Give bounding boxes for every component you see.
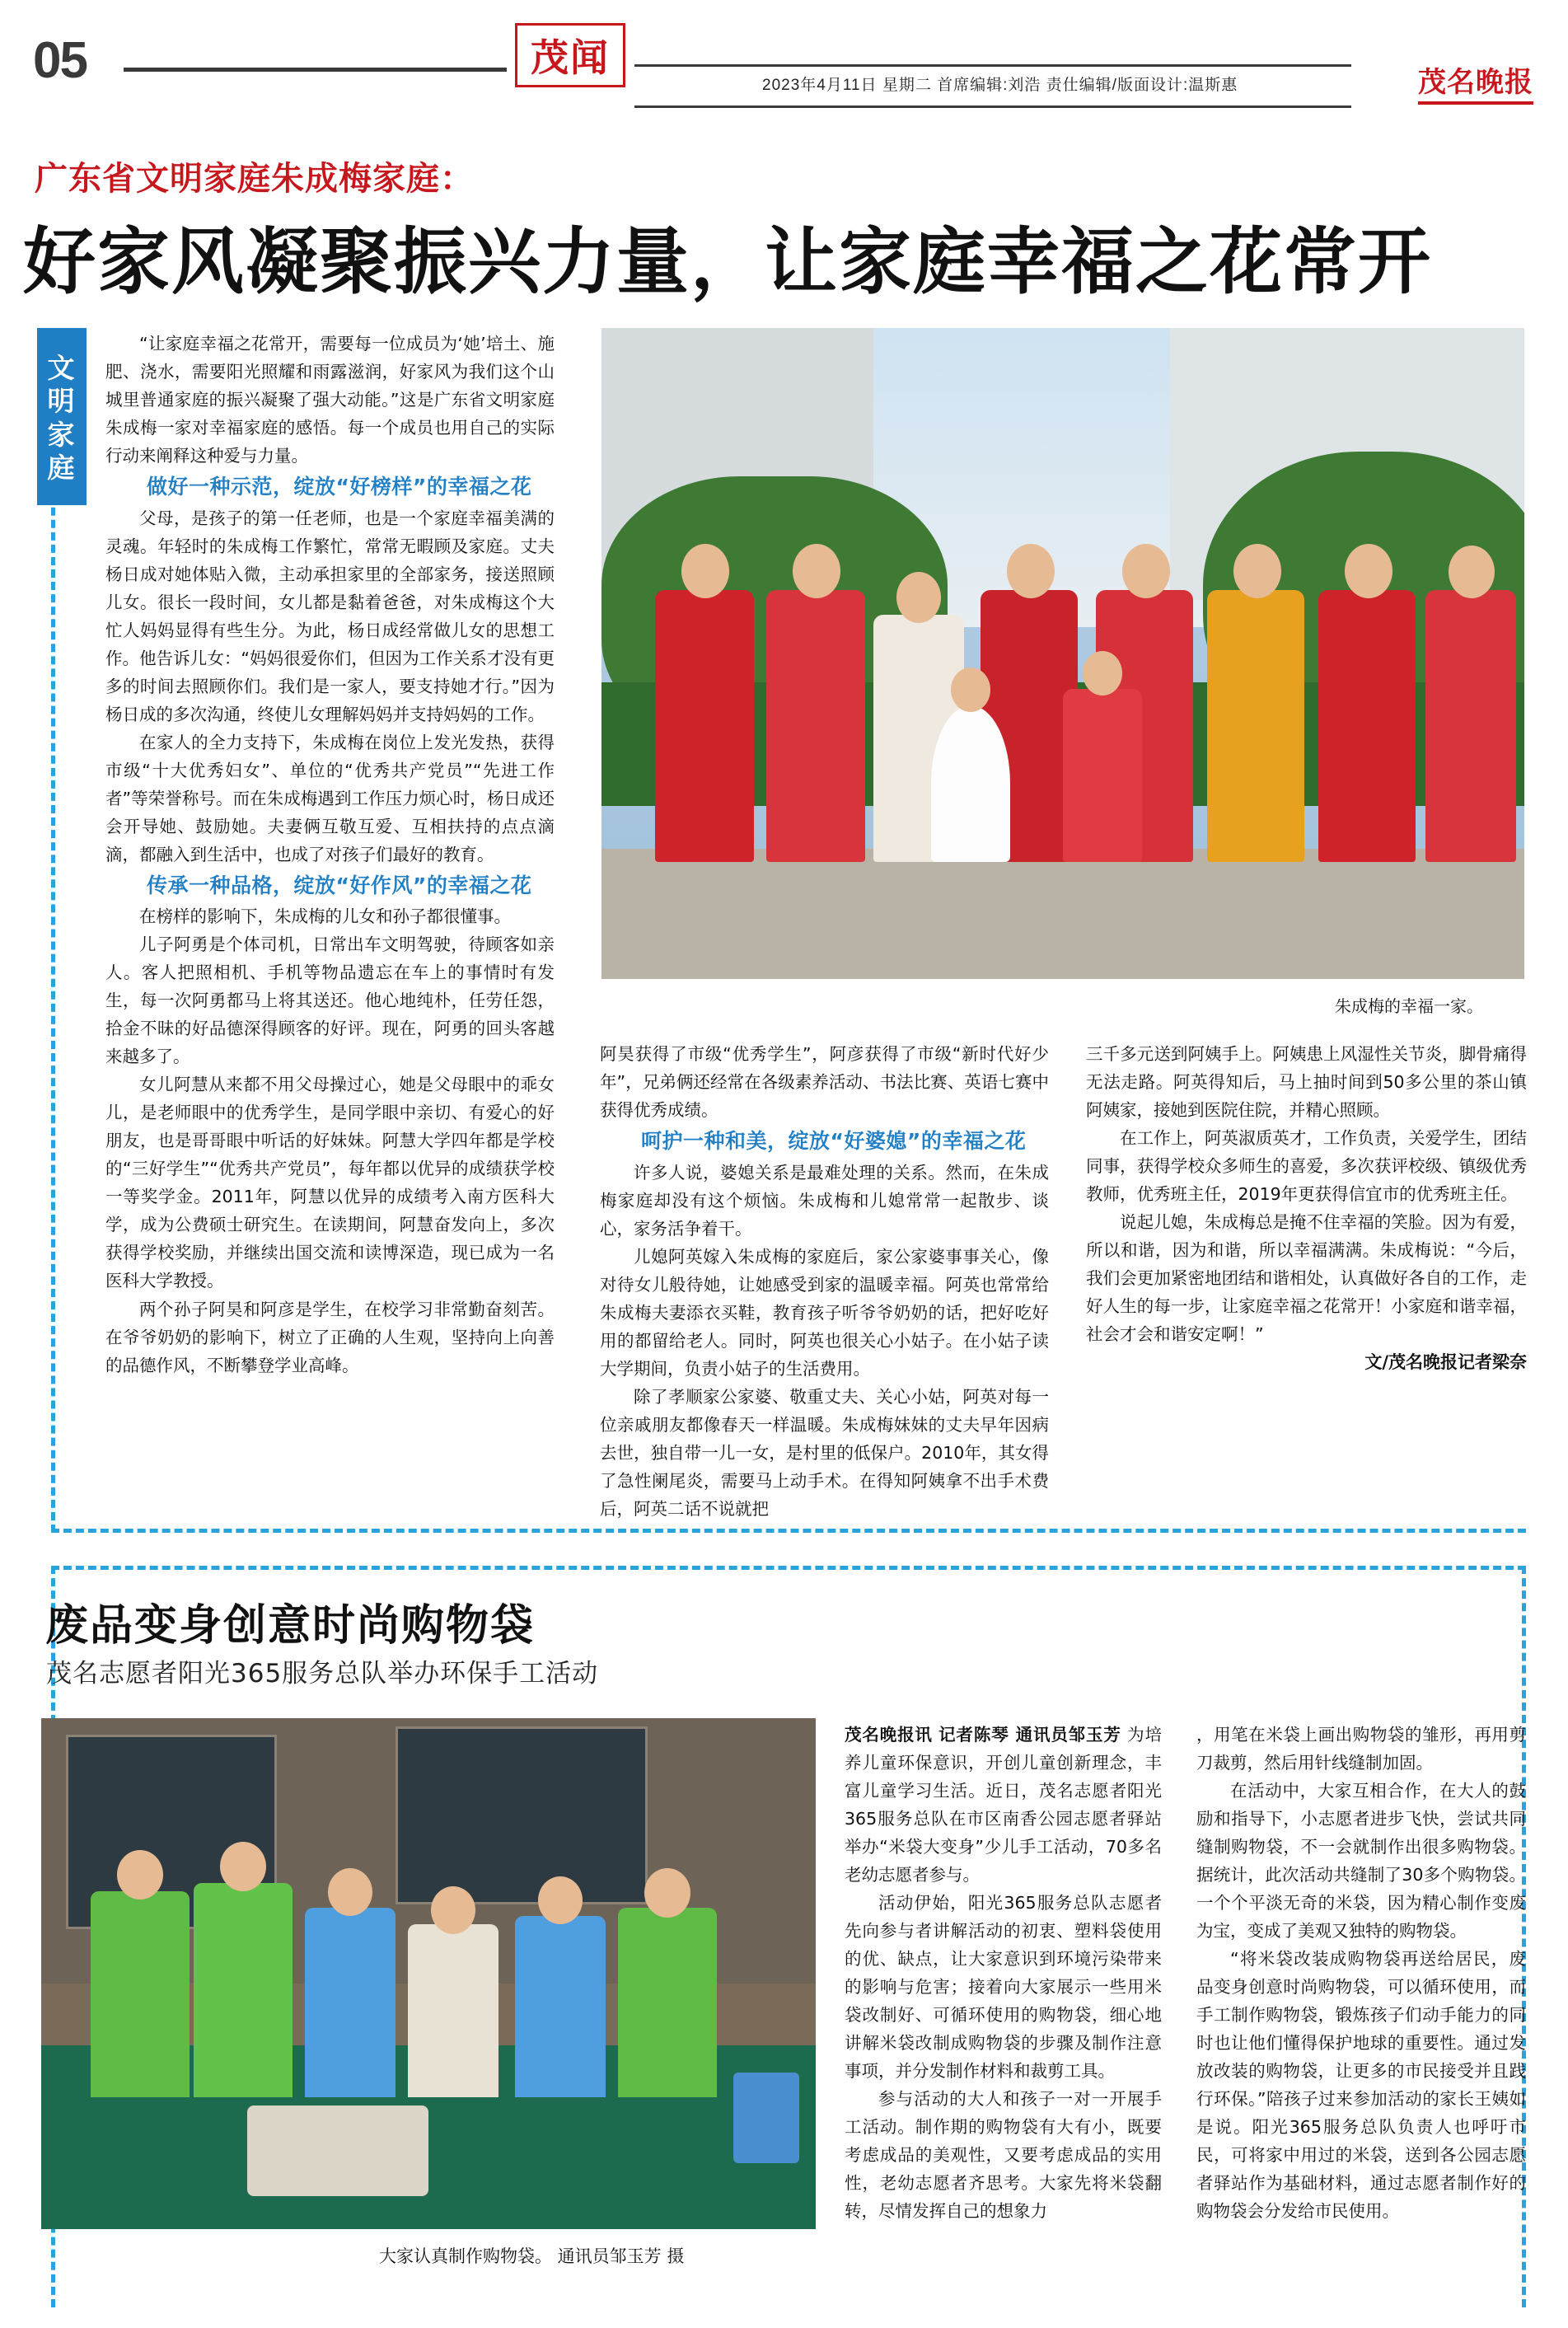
article1-photo-caption: 朱成梅的幸福一家。 — [1335, 996, 1483, 1016]
photo-person-7-head — [1345, 544, 1392, 598]
article1-paragraph-2: 在家人的全力支持下，朱成梅在岗位上发光发热，获得市级“十大优秀妇女”、单位的“优秀共产党员”“先进工作者”等荣誉称号。而在朱成梅遇到工作压力烦心时，杨日成还会开导她、鼓励她。夫妻俩互敬互爱、互相扶持的点点滴滴，都融入到生活中，也成了对孩子们最好的教育。 — [105, 732, 555, 864]
photo2-volunteer-4 — [408, 1924, 498, 2097]
photo-child-2-head — [1083, 651, 1122, 696]
article1-subhead-2: 传承一种品格，绽放“好作风”的幸福之花 — [147, 873, 532, 897]
article2-paragraph-3: 参与活动的大人和孩子一对一开展手工活动。制作期的购物袋有大有小，既要考虑成品的美观性，又要考虑成品的实用性，老幼志愿者齐思考。大家先将米袋翻转，尽情发挥自己的想象力 — [845, 2089, 1162, 2222]
photo2-volunteer-4-head — [431, 1886, 475, 1934]
article2-paragraph-4: 在活动中，大家互相合作，在大人的鼓励和指导下，小志愿者进步飞快，尝试共同缝制购物袋，不一会就制作出很多购物袋。据统计，此次活动共缝制了30多个购物袋。一个个平淡无奇的米袋，因为精心制作变废为宝，变成了美观又独特的购物袋。 — [1196, 1781, 1526, 1942]
photo-person-3-head — [896, 572, 941, 623]
masthead-rule-top — [634, 64, 1351, 67]
article1-paragraph-8: 儿媳阿英嫁入朱成梅的家庭后，家公家婆事事关心，像对待女儿般待她，让她感受到家的温暖幸福。阿英也常常给朱成梅夫妻添衣买鞋，教育孩子听爷爷奶奶的话，把好吃好用的都留给老人。同时，阿英也很关心小姑子。在小姑子读大学期间，负责小姑子的生活费用。 — [600, 1246, 1049, 1379]
vertical-section-tag-label: 文明家庭 — [47, 352, 77, 484]
photo2-volunteer-3-head — [328, 1868, 372, 1916]
photo2-volunteer-5 — [515, 1916, 606, 2097]
masthead-rule-bottom — [634, 105, 1351, 108]
vertical-section-tag — [37, 328, 87, 505]
article1-subhead-3: 呵护一种和美，绽放“好婆媳”的幸福之花 — [641, 1129, 1027, 1154]
article1-subhead-1: 做好一种示范，绽放“好榜样”的幸福之花 — [147, 475, 532, 499]
photo2-volunteer-6 — [618, 1908, 717, 2097]
article1-column-3 — [1086, 1040, 1527, 1377]
article1-lead-paragraph: “让家庭幸福之花常开，需要每一位成员为‘她’培土、施肥、浇水，需要阳光照耀和雨露滋润，好家风为我们这个山城里普通家庭的振兴凝聚了强大动能。”这是广东省文明家庭朱成梅一家对幸福家庭的感悟。每一个成员也用自己的实际行动来阐释这种爱与力量。 — [105, 334, 555, 466]
photo2-volunteer-6-head — [644, 1868, 690, 1918]
article1-paragraph-9: 除了孝顺家公家婆、敬重丈夫、关心小姑，阿英对每一位亲戚朋友都像春天一样温暖。朱成梅妹妹的丈夫早年因病去世，独自带一儿一女，是村里的低保户。2010年，其女得了急性阑尾炎，需要马上动手术。在得知阿姨拿不出手术费后，阿英二话不说就把 — [600, 1386, 1049, 1519]
folio-rule — [124, 68, 507, 72]
photo2-volunteer-5-head — [538, 1876, 583, 1924]
article1-paragraph-3: 在榜样的影响下，朱成梅的儿女和孙子都很懂事。 — [139, 906, 511, 927]
photo-person-6 — [1207, 590, 1304, 862]
article1-paragraph-6: 两个孙子阿昊和阿彦是学生，在校学习非常勤奋刻苦。在爷爷奶奶的影响下，树立了正确的人生观，坚持向上向善的品德作风，不断攀登学业高峰。 — [105, 1299, 555, 1375]
article2-paragraph-2: 活动伊始，阳光365服务总队志愿者先向参与者讲解活动的初衷、塑料袋使用的优、缺点，让大家意识到环境污染带来的影响与危害；接着向大家展示一些用米袋改制好、可循环使用的购物袋，细心地讲解米袋改制成购物袋的步骤及制作注意事项，并分发制作材料和裁剪工具。 — [845, 1893, 1162, 2082]
photo-person-7 — [1318, 590, 1416, 862]
article1-paragraph-11: 说起儿媳，朱成梅总是掩不住幸福的笑脸。因为有爱，所以和谐，因为和谐，所以幸福满满。朱成梅说：“今后，我们会更加紧密地团结和谐相处，认真做好各自的工作，走好人生的每一步，让家庭幸福之花常开！小家庭和谐幸福，社会才会和谐安定啊！” — [1086, 1212, 1527, 1345]
article2-column-2 — [1196, 1721, 1526, 2225]
paper-logo: 茂名晚报 — [1418, 59, 1533, 105]
masthead — [0, 0, 1568, 124]
article1-paragraph-1: 父母，是孩子的第一任老师，也是一个家庭幸福美满的灵魂。年轻时的朱成梅工作繁忙，常常无暇顾及家庭。丈夫杨日成对她体贴入微，主动承担家里的全部家务，接送照顾儿女。很长一段时间，女儿都是黏着爸爸，对朱成梅这个大忙人妈妈显得有些生分。为此，杨日成经常做儿女的思想工作。他告诉儿女：“妈妈很爱你们，但因为工作关系才没有更多的时间去照顾你们。我们是一家人，要支持她才行。”因为杨日成的多次沟通，终使儿女理解妈妈并支持妈妈的工作。 — [105, 508, 555, 724]
article2-dateline — [845, 1721, 1162, 1889]
article2-column-1 — [845, 1721, 1162, 2225]
article2-reporter: 记者陈琴 通讯员邹玉芳 — [938, 1725, 1121, 1745]
photo2-bag-material — [247, 2106, 428, 2196]
page-folio-number: 05 — [33, 32, 87, 89]
article2-subhead: 茂名志愿者阳光365服务总队举办环保手工活动 — [46, 1659, 599, 1689]
article2-headline: 废品变身创意时尚购物袋 — [45, 1601, 536, 1651]
photo2-volunteer-1-head — [117, 1850, 163, 1899]
photo-child-2 — [1063, 689, 1142, 862]
photo2-volunteer-1 — [91, 1891, 190, 2097]
photo-person-6-head — [1233, 544, 1281, 598]
section-badge — [515, 23, 625, 87]
article1-paragraph-10: 在工作上，阿英淑质英才，工作负责，关爱学生，团结同事，获得学校众多师生的喜爱，多次获评校级、镇级优秀教师，优秀班主任，2019年更获得信宜市的优秀班主任。 — [1086, 1128, 1527, 1205]
photo2-volunteer-2 — [194, 1883, 293, 2097]
article1-photo — [601, 328, 1524, 979]
photo-person-8-head — [1449, 546, 1495, 598]
section-badge-label: 茂闻 — [531, 35, 610, 80]
article1-paragraph-9b: 三千多元送到阿姨手上。阿姨患上风湿性关节炎，脚骨痛得无法走路。阿英得知后，马上抽时间到50多公里的茶山镇阿姨家，接她到医院住院，并精心照顾。 — [1086, 1044, 1527, 1121]
photo-person-8 — [1425, 590, 1516, 862]
photo2-stool — [733, 2073, 799, 2163]
photo-child-1-head — [951, 667, 990, 712]
issue-info-line: 2023年4月11日 星期二 首席编辑:刘浩 责仕编辑/版面设计:温斯惠 — [762, 77, 1238, 94]
photo-person-2 — [766, 590, 865, 862]
photo-person-4-head — [1007, 544, 1055, 598]
article1-kicker: 广东省文明家庭朱成梅家庭： — [35, 160, 474, 198]
article1-paragraph-7: 许多人说，婆媳关系是最难处理的关系。然而，在朱成梅家庭却没有这个烦恼。朱成梅和儿媳常常一起散步、谈心，家务活争着干。 — [600, 1162, 1049, 1239]
photo-person-5-head — [1122, 544, 1170, 598]
photo2-volunteer-3 — [305, 1908, 396, 2097]
photo-child-1 — [931, 705, 1010, 862]
photo-person-1 — [655, 590, 754, 862]
article1-headline: 好家风凝聚振兴力量，让家庭幸福之花常开 — [23, 219, 1433, 304]
photo-person-2-head — [793, 544, 840, 598]
article2-source: 茂名晚报讯 — [845, 1725, 933, 1745]
article2-photo-caption: 大家认真制作购物袋。 通讯员邹玉芳 摄 — [379, 2246, 685, 2266]
photo2-volunteer-2-head — [220, 1842, 266, 1891]
article1-byline: 文/茂名晚报记者梁奈 — [1364, 1352, 1527, 1373]
article2-paragraph-5: “将米袋改装成购物袋再送给居民，废品变身创意时尚购物袋，可以循环使用，而手工制作购物袋，锻炼孩子们动手能力的同时也让他们懂得保护地球的重要性。通过发放改装的购物袋，让更多的市民接受并且践行环保。”陪孩子过来参加活动的家长王姨如是说。阳光365服务总队负责人也呼吁市民，可将家中用过的米袋，送到各公园志愿者驿站作为基础材料，通过志愿者制作好的购物袋会分发给市民使用。 — [1196, 1949, 1526, 2222]
article2-paragraph-1: 为培养儿童环保意识，开创儿童创新理念，丰富儿童学习生活。近日，茂名志愿者阳光365服务总队在市区南香公园志愿者驿站举办“米袋大变身”少儿手工活动，70多名老幼志愿者参与。 — [845, 1725, 1162, 1885]
article2-paragraph-3b: ，用笔在米袋上画出购物袋的雏形，再用剪刀裁剪，然后用针线缝制加固。 — [1196, 1725, 1526, 1773]
article1-paragraph-4: 儿子阿勇是个体司机，日常出车文明驾驶，待顾客如亲人。客人把照相机、手机等物品遗忘在车上的事情时有发生，每一次阿勇都马上将其送还。他心地纯朴，任劳任怨，拾金不昧的好品德深得顾客的好评。现在，阿勇的回头客越来越多了。 — [105, 934, 555, 1067]
article1-column-1 — [105, 330, 555, 1379]
photo-ground — [601, 849, 1524, 979]
photo2-window-right — [396, 1726, 648, 1904]
article1-column-2 — [600, 1040, 1049, 1523]
article1-paragraph-6b: 阿昊获得了市级“优秀学生”，阿彦获得了市级“新时代好少年”，兄弟俩还经常在各级素养活动、书法比赛、英语七赛中获得优秀成绩。 — [600, 1044, 1049, 1121]
photo-person-1-head — [681, 544, 729, 598]
article1-paragraph-5: 女儿阿慧从来都不用父母操过心，她是父母眼中的乖女儿，是老师眼中的优秀学生，是同学眼中亲切、有爱心的好朋友，也是哥哥眼中听话的好妹妹。阿慧大学四年都是学校的“三好学生”“优秀共产党员”，每年都以优异的成绩获学校一等奖学金。2011年，阿慧以优异的成绩考入南方医科大学，成为公费硕士研究生。在读期间，阿慧奋发向上，多次获得学校奖励，并继续出国交流和读博深造，现已成为一名医科大学教授。 — [105, 1075, 555, 1291]
article2-photo — [41, 1718, 816, 2229]
